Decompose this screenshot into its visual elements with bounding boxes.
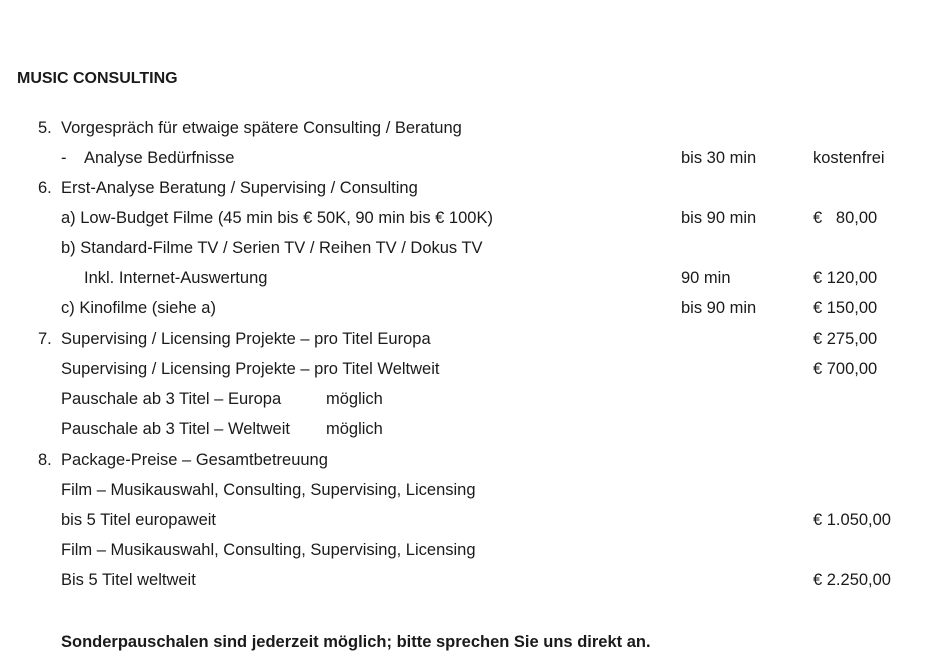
item-8-weltweit-row — [0, 570, 939, 600]
item-7-pauschale-europa-row — [0, 389, 939, 419]
price: € 700,00 — [813, 360, 878, 378]
item-text: b) Standard-Filme TV / Serien TV / Reihen TV / Dokus TV — [61, 239, 483, 257]
price: € 80,00 — [813, 209, 878, 227]
item-text: Pauschale ab 3 Titel – Weltweit — [61, 420, 290, 438]
item-number: 6. — [38, 179, 52, 197]
item-7-pauschale-weltweit-row — [0, 419, 939, 449]
item-8-film2-row — [0, 540, 939, 570]
item-text: Supervising / Licensing Projekte – pro Titel Europa — [61, 330, 431, 348]
item-text: Supervising / Licensing Projekte – pro Titel Weltweit — [61, 360, 440, 378]
duration: 90 min — [681, 269, 731, 287]
item-text: Film – Musikauswahl, Consulting, Supervising, Licensing — [61, 481, 476, 499]
item-text: a) Low-Budget Filme (45 min bis € 50K, 90 min bis € 100K) — [61, 209, 493, 227]
bullet-dash: - — [61, 149, 67, 167]
item-6b-sub-row — [0, 268, 939, 298]
price: € 2.250,00 — [813, 571, 891, 589]
price: kostenfrei — [813, 149, 885, 167]
item-7-weltweit-row — [0, 359, 939, 389]
item-text: Erst-Analyse Beratung / Supervising / Consulting — [61, 179, 418, 197]
item-text: Film – Musikauswahl, Consulting, Supervising, Licensing — [61, 541, 476, 559]
item-6a-row — [0, 208, 939, 238]
item-8-row — [0, 450, 939, 480]
item-number: 7. — [38, 330, 52, 348]
item-text: c) Kinofilme (siehe a) — [61, 299, 216, 317]
item-6c-row — [0, 298, 939, 328]
item-text: Pauschale ab 3 Titel – Europa — [61, 390, 282, 408]
item-number: 5. — [38, 119, 52, 137]
price: € 1.050,00 — [813, 511, 891, 529]
duration: bis 90 min — [681, 299, 757, 317]
item-number: 8. — [38, 451, 52, 469]
item-5-row — [0, 118, 939, 148]
price: € 150,00 — [813, 299, 878, 317]
note: möglich — [326, 420, 383, 438]
item-text: Bis 5 Titel weltweit — [61, 571, 196, 589]
section-title: MUSIC CONSULTING — [17, 70, 178, 87]
price: € 120,00 — [813, 269, 878, 287]
item-8-europa-row — [0, 510, 939, 540]
item-text: Analyse Bedürfnisse — [84, 149, 235, 167]
item-text: bis 5 Titel europaweit — [61, 511, 217, 529]
item-6-row — [0, 178, 939, 208]
duration: bis 30 min — [681, 149, 757, 167]
item-8-film1-row — [0, 480, 939, 510]
item-5-sub-row — [0, 148, 939, 178]
item-text: Vorgespräch für etwaige spätere Consulting / Beratung — [61, 119, 462, 137]
duration: bis 90 min — [681, 209, 757, 227]
footer-note: Sonderpauschalen sind jederzeit möglich; bitte sprechen Sie uns direkt an. — [61, 633, 651, 651]
item-text: Package-Preise – Gesamtbetreuung — [61, 451, 328, 469]
item-6b-row — [0, 238, 939, 268]
item-7-row — [0, 329, 939, 359]
price: € 275,00 — [813, 330, 878, 348]
note: möglich — [326, 390, 383, 408]
item-text: Inkl. Internet-Auswertung — [84, 269, 268, 287]
